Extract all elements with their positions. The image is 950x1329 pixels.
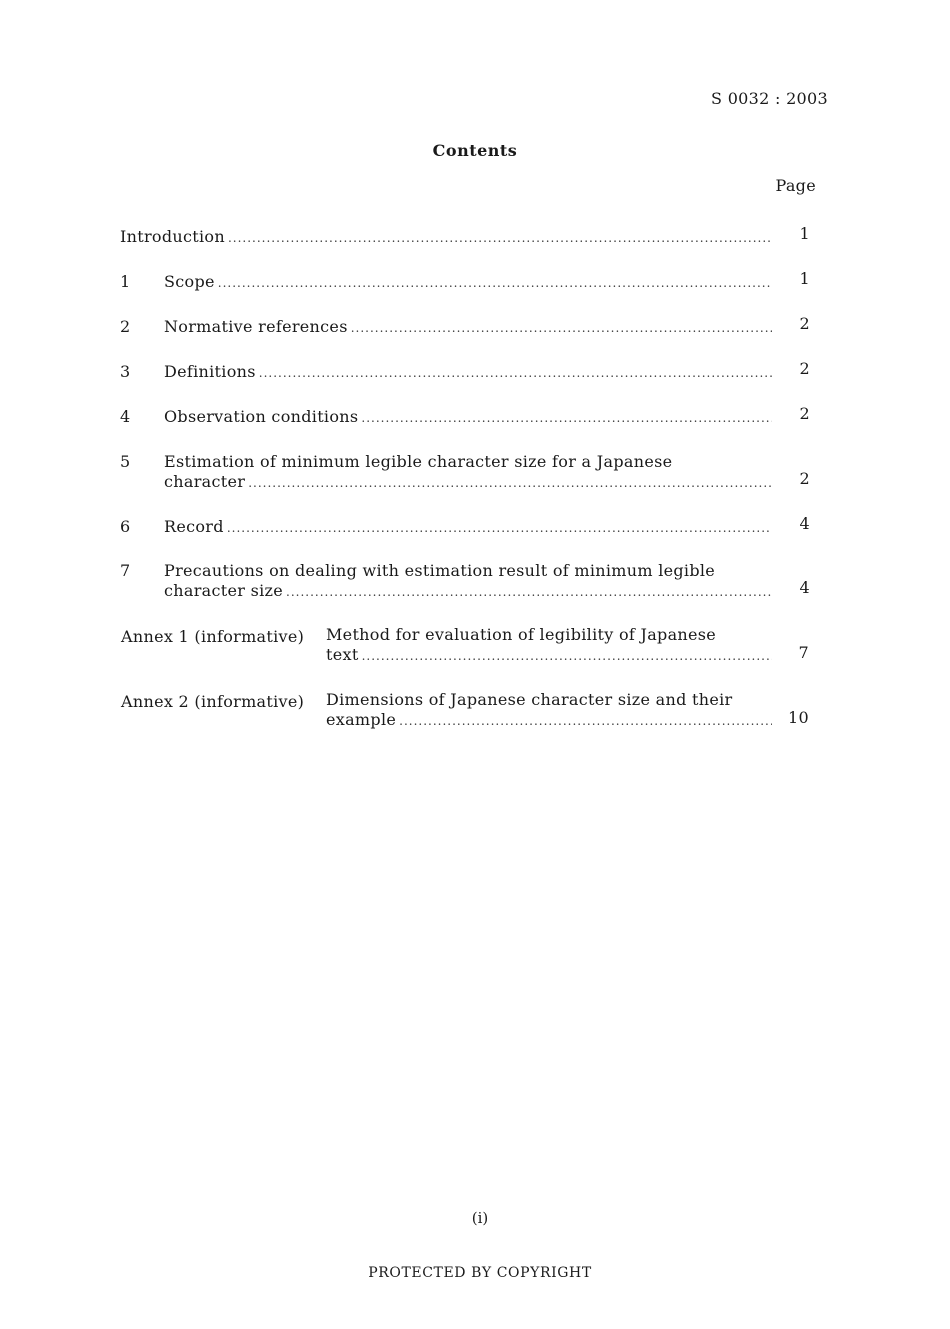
toc-label: Scope	[164, 272, 215, 291]
toc-page-number: 7	[798, 643, 809, 662]
toc-label: Definitions	[164, 362, 256, 381]
page-column-heading: Page	[775, 176, 816, 195]
leader-dots	[362, 646, 772, 666]
toc-section-number: 2	[120, 317, 131, 336]
annex-label: Annex 2 (informative)	[121, 692, 305, 711]
leader-dots	[228, 228, 772, 248]
toc-entry-precautions[interactable]	[120, 561, 810, 603]
toc-label-line-1: Estimation of minimum legible character size for a Japanese	[164, 452, 673, 471]
toc-label-line-1: Precautions on dealing with estimation result of minimum legible	[164, 561, 716, 580]
toc-page-number: 1	[799, 224, 810, 243]
leader-dots	[227, 518, 772, 538]
leader-dots	[351, 318, 772, 338]
toc-entry-record[interactable]	[120, 514, 810, 539]
toc-section-number: 3	[120, 362, 131, 381]
toc-entry-annex-2[interactable]	[121, 690, 810, 732]
toc-section-number: 5	[120, 452, 131, 471]
toc-label-line-2: character size	[164, 581, 284, 600]
toc-page-number: 4	[799, 578, 810, 597]
page-folio: (i)	[471, 1209, 489, 1227]
toc-label-line-2: example	[326, 710, 397, 729]
leader-dots	[286, 582, 772, 602]
toc-entry-definitions[interactable]	[120, 359, 810, 384]
toc-label-line-2: character	[164, 472, 246, 491]
toc-section-number: 1	[120, 272, 131, 291]
leader-dots	[218, 273, 772, 293]
annex-label: Annex 1 (informative)	[121, 627, 305, 646]
toc-page-number: 2	[799, 314, 810, 333]
page-title: Contents	[432, 141, 518, 160]
leader-dots	[259, 363, 772, 383]
toc-page-number: 2	[799, 469, 810, 488]
copyright-notice: PROTECTED BY COPYRIGHT	[368, 1265, 592, 1281]
toc-entry-introduction[interactable]	[120, 224, 810, 249]
toc-label-line-2: text	[326, 645, 359, 664]
toc-section-number: 6	[120, 517, 131, 536]
document-code: S 0032 : 2003	[711, 89, 828, 108]
toc-page-number: 1	[799, 269, 810, 288]
toc-entry-annex-1[interactable]	[121, 625, 810, 667]
toc-label-line-1: Dimensions of Japanese character size and their	[326, 690, 733, 709]
toc-label: Normative references	[164, 317, 348, 336]
toc-section-number: 7	[120, 561, 131, 580]
toc-entry-normative-references[interactable]	[120, 314, 810, 339]
toc-label-line-1: Method for evaluation of legibility of Japanese	[326, 625, 717, 644]
toc-entry-observation-conditions[interactable]	[120, 404, 810, 429]
toc-label: Introduction	[120, 227, 225, 246]
toc-entry-scope[interactable]	[120, 269, 810, 294]
toc-section-number: 4	[120, 407, 131, 426]
toc-page-number: 2	[799, 359, 810, 378]
leader-dots	[399, 711, 772, 731]
toc-page-number: 4	[799, 514, 810, 533]
toc-label: Observation conditions	[164, 407, 359, 426]
leader-dots	[361, 408, 772, 428]
leader-dots	[248, 473, 772, 493]
toc-page-number: 10	[788, 708, 809, 727]
toc-entry-estimation[interactable]	[120, 452, 810, 494]
toc-page-number: 2	[799, 404, 810, 423]
toc-label: Record	[164, 517, 224, 536]
